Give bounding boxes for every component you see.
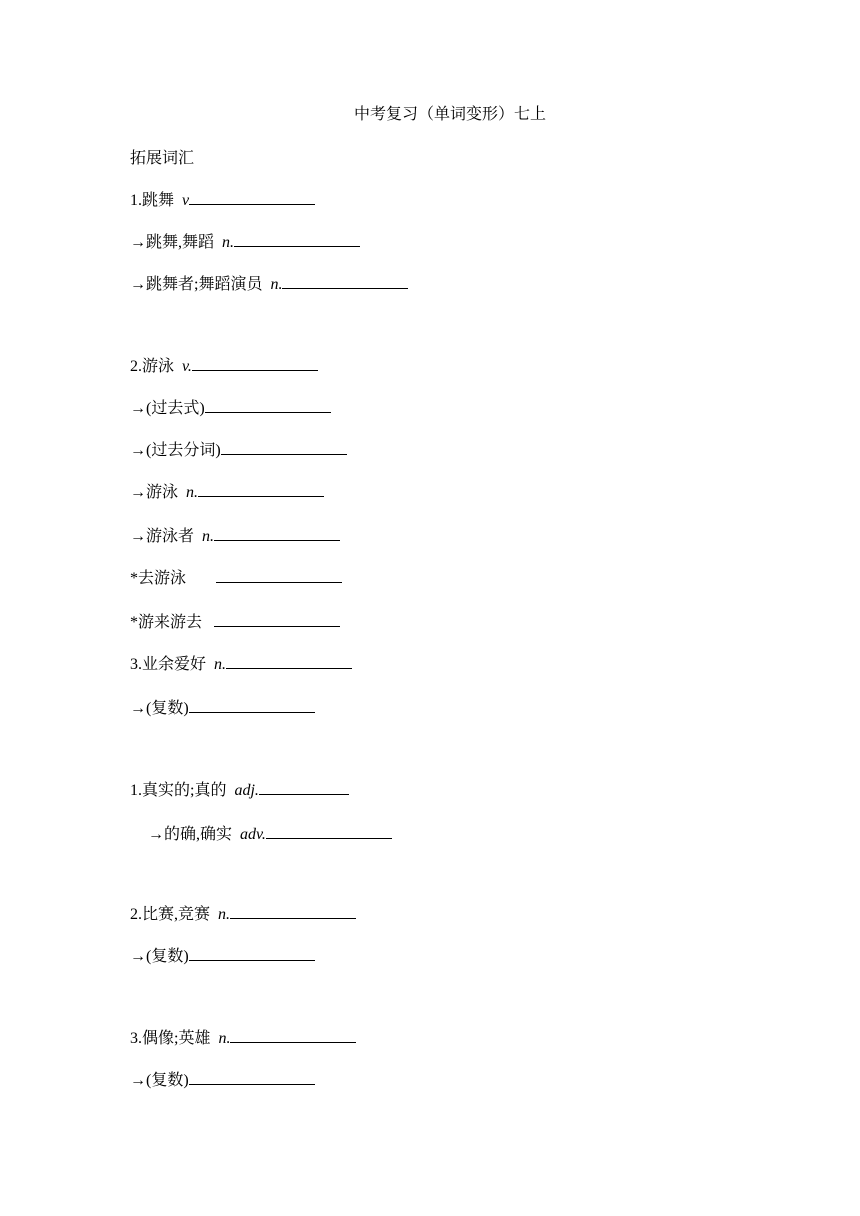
answer-blank — [221, 440, 347, 455]
answer-blank — [189, 698, 315, 713]
vocab-line — [130, 274, 408, 296]
answer-blank — [214, 612, 340, 627]
part-of-speech: n. — [186, 484, 199, 501]
answer-blank — [216, 568, 342, 583]
answer-blank — [259, 780, 349, 795]
section-heading: 拓展词汇 — [130, 150, 195, 167]
part-of-speech: adj. — [234, 782, 259, 799]
vocab-prompt: →(复数) — [130, 948, 189, 965]
answer-blank — [205, 398, 331, 413]
vocab-line — [130, 568, 342, 590]
vocab-line — [130, 698, 315, 720]
vocab-line — [130, 612, 340, 634]
answer-blank — [198, 482, 324, 497]
vocab-line — [130, 232, 360, 254]
answer-blank — [189, 946, 315, 961]
vocab-line — [130, 654, 352, 676]
answer-blank — [230, 1028, 356, 1043]
part-of-speech: v — [182, 192, 190, 209]
vocab-line — [130, 440, 347, 462]
answer-blank — [226, 654, 352, 669]
vocab-line — [130, 526, 340, 548]
vocab-line — [130, 946, 315, 968]
part-of-speech: n. — [214, 656, 227, 673]
part-of-speech: v. — [182, 358, 192, 375]
answer-blank — [192, 356, 318, 371]
vocab-prompt: *游来游去 — [130, 614, 203, 631]
answer-blank — [230, 904, 356, 919]
vocab-line — [130, 780, 349, 802]
vocab-line — [130, 356, 318, 378]
answer-blank — [214, 526, 340, 541]
vocab-prompt: 1.真实的;真的 — [130, 782, 227, 799]
vocab-line — [130, 1028, 356, 1050]
vocab-prompt: →(过去分词) — [130, 442, 221, 459]
answer-blank — [282, 274, 408, 289]
vocab-prompt: →跳舞者;舞蹈演员 — [130, 276, 263, 293]
part-of-speech: n. — [218, 906, 231, 923]
part-of-speech: n. — [222, 234, 235, 251]
vocab-prompt: →(复数) — [130, 700, 189, 717]
vocab-prompt: →游泳 — [130, 484, 179, 501]
vocab-prompt: →(过去式) — [130, 400, 205, 417]
vocab-line — [130, 482, 324, 504]
vocab-prompt: →的确,确实 — [148, 826, 233, 843]
vocab-line — [130, 190, 315, 212]
part-of-speech: n. — [270, 276, 283, 293]
part-of-speech: adv. — [240, 826, 266, 843]
vocab-prompt: 2.游泳 — [130, 358, 175, 375]
vocab-prompt: 2.比赛,竞赛 — [130, 906, 211, 923]
vocab-prompt: *去游泳 — [130, 570, 187, 587]
vocab-prompt: 1.跳舞 — [130, 192, 175, 209]
vocab-prompt: →(复数) — [130, 1072, 189, 1089]
vocab-prompt: →跳舞,舞蹈 — [130, 234, 215, 251]
vocab-line — [130, 1070, 315, 1092]
vocab-prompt: →游泳者 — [130, 528, 195, 545]
answer-blank — [189, 190, 315, 205]
answer-blank — [189, 1070, 315, 1085]
part-of-speech: n. — [202, 528, 215, 545]
answer-blank — [266, 824, 392, 839]
vocab-prompt: 3.业余爱好 — [130, 656, 207, 673]
vocab-line — [130, 398, 331, 420]
vocab-line — [130, 904, 356, 926]
vocab-prompt: 3.偶像;英雄 — [130, 1030, 211, 1047]
part-of-speech: n. — [218, 1030, 231, 1047]
answer-blank — [234, 232, 360, 247]
vocab-line — [148, 824, 392, 846]
document-title: 中考复习（单词变形）七上 — [353, 106, 546, 123]
